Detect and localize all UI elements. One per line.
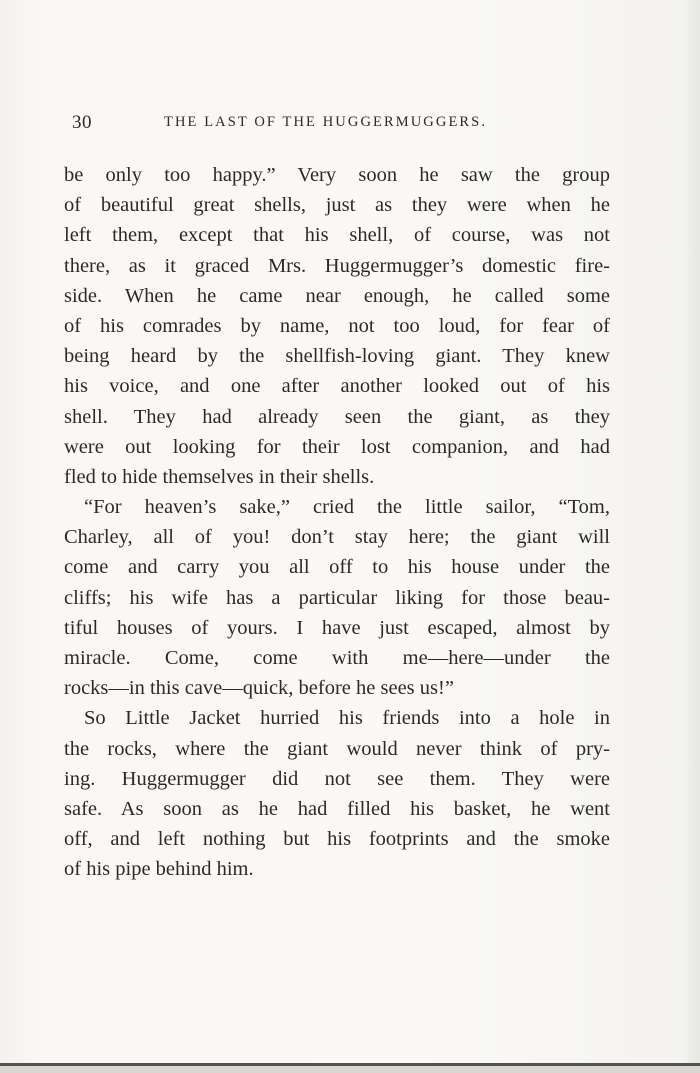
text-line: fled to hide themselves in their shells. — [64, 465, 375, 488]
text-line: cliffs; his wife has a particular liking for those beau- — [64, 586, 610, 609]
text-line: Charley, all of you! don’t stay here; the giant will — [64, 526, 610, 549]
paragraph-3 — [64, 703, 610, 884]
text-line: ing. Huggermugger did not see them. They were — [64, 767, 610, 790]
paragraph-1 — [64, 160, 610, 492]
body-text — [64, 160, 610, 885]
text-line: of his comrades by name, not too loud, for fear of — [64, 314, 610, 337]
text-line: there, as it graced Mrs. Huggermugger’s domestic fire- — [64, 254, 610, 277]
text-line: tiful houses of yours. I have just escaped, almost by — [64, 616, 610, 639]
text-line: So Little Jacket hurried his friends into a hole in — [84, 707, 610, 730]
running-title: THE LAST OF THE HUGGERMUGGERS. — [164, 114, 488, 130]
text-line: come and carry you all off to his house under the — [64, 556, 610, 579]
text-line: rocks—in this cave—quick, before he sees us!” — [64, 677, 454, 700]
text-line: “For heaven’s sake,” cried the little sailor, “Tom, — [84, 496, 610, 519]
text-line: be only too happy.” Very soon he saw the group — [64, 164, 610, 186]
page-bottom-shadow — [0, 1066, 700, 1073]
page-number: 30 — [72, 112, 92, 133]
text-line: of beautiful great shells, just as they were when he — [64, 194, 610, 217]
text-line: his voice, and one after another looked out of his — [64, 375, 610, 398]
paragraph-2 — [64, 492, 610, 703]
text-line: miracle. Come, come with me—here—under the — [64, 647, 610, 669]
text-line: off, and left nothing but his footprints and the smoke — [64, 828, 610, 851]
text-line: being heard by the shellfish-loving giant. They knew — [64, 345, 610, 368]
page-header — [72, 112, 612, 136]
text-line: safe. As soon as he had filled his basket, he went — [64, 797, 610, 820]
text-line: the rocks, where the giant would never think of pry- — [64, 737, 610, 760]
text-line: were out looking for their lost companion, and had — [64, 435, 610, 458]
text-line: of his pipe behind him. — [64, 858, 254, 881]
text-line: side. When he came near enough, he called some — [64, 284, 610, 307]
page-edge-shadow — [682, 0, 700, 1073]
text-line: shell. They had already seen the giant, as they — [64, 405, 610, 428]
text-line: left them, except that his shell, of course, was not — [64, 224, 610, 247]
